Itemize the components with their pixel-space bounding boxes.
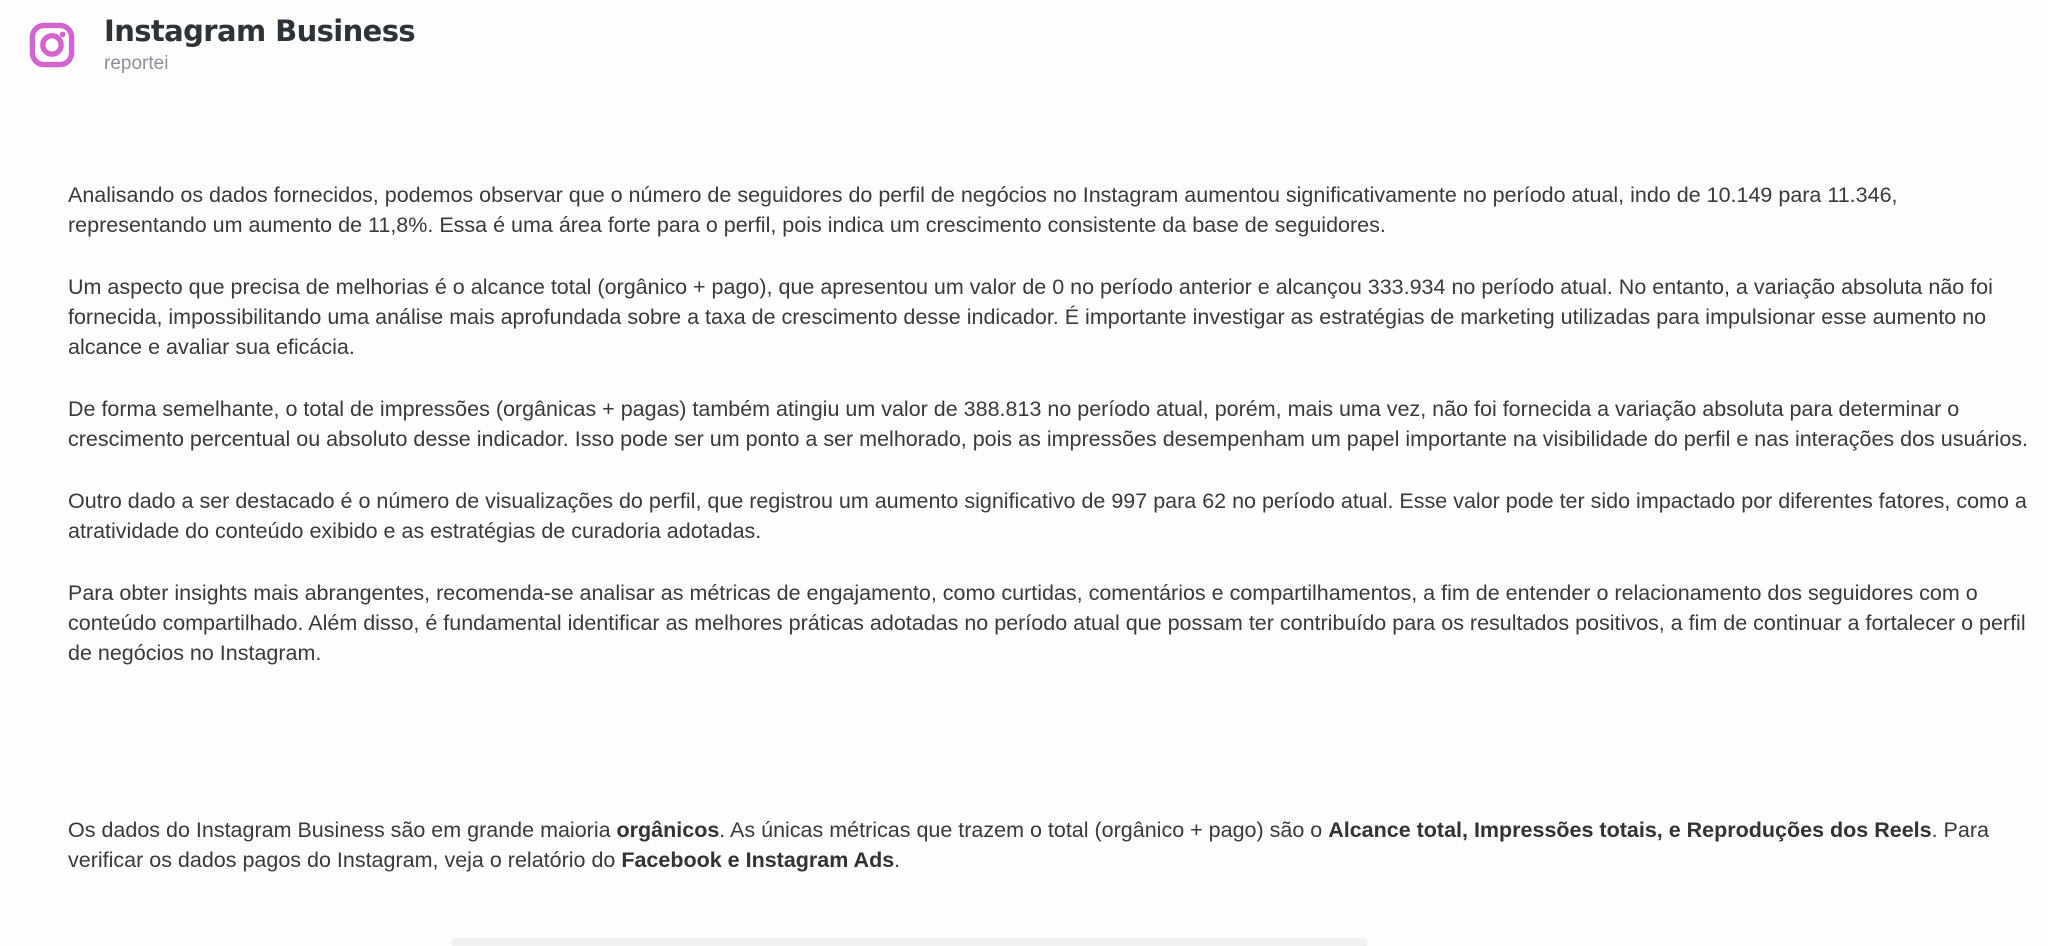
footer-note-text: . Para verificar os dados pagos do Instagram, veja o relatório do [68, 818, 1989, 872]
analysis-paragraph: De forma semelhante, o total de impressões (orgânicas + pagas) também atingiu um valor de 388.813 no período atual, porém, mais uma vez, não foi fornecida a variação absoluta para determinar o crescimento percentual ou absoluto desse indicador. Isso pode ser um ponto a ser melhorado, pois as impressões desempenham um papel importante na visibilidade do perfil e nas interações dos usuários. [68, 397, 2028, 451]
analysis-paragraph: Outro dado a ser destacado é o número de visualizações do perfil, que registrou um aumento significativo de 997 para 62 no período atual. Esse valor pode ter sido impactado por diferentes fatores, como a atratividade do conteúdo exibido e as estratégias de curadoria adotadas. [68, 489, 2027, 543]
footer-note-bold: Facebook e Instagram Ads [621, 848, 895, 872]
page-subtitle: reportei [104, 53, 169, 74]
analysis-paragraph: Para obter insights mais abrangentes, recomenda-se analisar as métricas de engajamento, como curtidas, comentários e compartilhamentos, a fim de entender o relacionamento dos seguidores com o conteúdo compartilhado. Além disso, é fundamental identificar as melhores práticas adotadas no período atual que possam ter contribuído para os resultados positivos, a fim de continuar a fortalecer o perfil de negócios no Instagram. [68, 581, 2026, 665]
header-text [104, 12, 415, 76]
footer-note-bold: Alcance total, Impressões totais, e Reproduções dos Reels [1328, 818, 1932, 842]
footer-note-bold: orgânicos [616, 818, 720, 842]
analysis-text [68, 180, 2030, 907]
next-section-edge [452, 938, 1367, 946]
instagram-icon [26, 20, 78, 70]
page-title: Instagram Business [104, 14, 416, 48]
analysis-paragraph: Um aspecto que precisa de melhorias é o alcance total (orgânico + pago), que apresentou um valor de 0 no período anterior e alcançou 333.934 no período atual. No entanto, a variação absoluta não foi fornecida, impossibilitando uma análise mais aprofundada sobre a taxa de crescimento desse indicador. É importante investigar as estratégias de marketing utilizadas para impulsionar esse aumento no alcance e avaliar sua eficácia. [68, 275, 1993, 359]
footer-note-text: . [894, 848, 901, 872]
footer-note-text: . As únicas métricas que trazem o total (orgânico + pago) são o [719, 818, 1329, 842]
report-section-header [26, 12, 415, 76]
analysis-paragraph: Analisando os dados fornecidos, podemos observar que o número de seguidores do perfil de negócios no Instagram aumentou significativamente no período atual, indo de 10.149 para 11.346, representando um aumento de 11,8%. Essa é uma área forte para o perfil, pois indica um crescimento consistente da base de seguidores. [68, 183, 1898, 237]
footer-note-text: Os dados do Instagram Business são em grande maioria [68, 818, 617, 842]
footer-note [68, 815, 2030, 875]
